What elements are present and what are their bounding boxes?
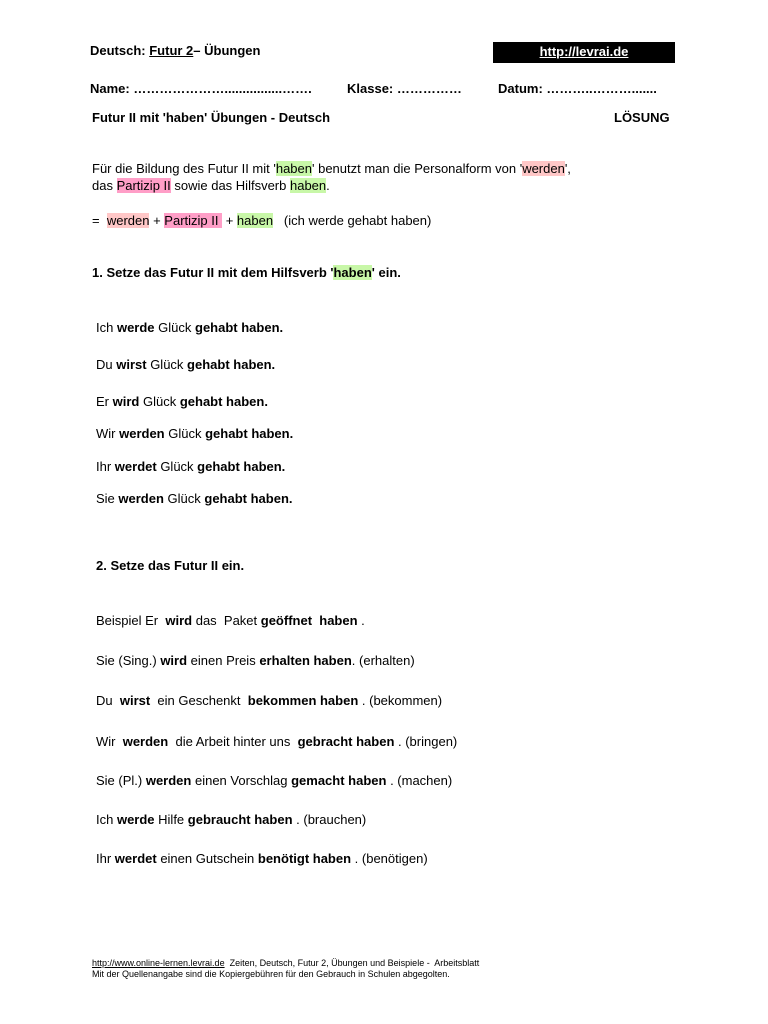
section-1-title: 1. Setze das Futur II mit dem Hilfsverb 'haben' ein. [92, 265, 401, 280]
answer-row: Ich werde Glück gehabt haben. [96, 320, 284, 335]
answer-row: Wir werden Glück gehabt haben. [96, 426, 294, 441]
section-2-title: 2. Setze das Futur II ein. [96, 558, 245, 573]
answer-row: Sie werden Glück gehabt haben. [96, 491, 293, 506]
footer-line-2: Mit der Quellenangabe sind die Kopiergebühren für den Gebrauch in Schulen abgegolten. [92, 969, 450, 979]
answer-row: Beispiel Er wird das Paket geöffnet haben . [96, 613, 365, 628]
answer-row: Du wirst Glück gehabt haben. [96, 357, 276, 372]
answer-row: Ich werde Hilfe gebraucht haben . (brauchen) [96, 812, 367, 827]
footer-link[interactable]: http://www.online-lernen.levrai.de [92, 958, 225, 968]
answer-row: Er wird Glück gehabt haben. [96, 394, 268, 409]
footer-line-1: http://www.online-lernen.levrai.de Zeiten, Deutsch, Futur 2, Übungen und Beispiele - Arbeitsblatt [92, 958, 480, 968]
intro-line-1: Für die Bildung des Futur II mit 'haben' benutzt man die Personalform von 'werden', [92, 161, 571, 176]
topic-label: Futur 2 [149, 43, 194, 58]
worksheet-subject: Deutsch: Futur 2– Übungen [90, 43, 261, 58]
answer-row: Wir werden die Arbeit hinter uns gebracht haben . (bringen) [96, 734, 458, 749]
datum-field: Datum: ………..………....... [498, 81, 657, 96]
answer-row: Sie (Pl.) werden einen Vorschlag gemacht haben . (machen) [96, 773, 453, 788]
answer-row: Ihr werdet Glück gehabt haben. [96, 459, 286, 474]
klasse-field: Klasse: …………… [347, 81, 462, 96]
name-field: Name: …………………................……. [90, 81, 312, 96]
solution-label: LÖSUNG [614, 110, 670, 125]
answer-row: Sie (Sing.) wird einen Preis erhalten haben. (erhalten) [96, 653, 415, 668]
levrai-link[interactable]: http://levrai.de [493, 42, 675, 63]
answer-row: Ihr werdet einen Gutschein benötigt haben . (benötigen) [96, 851, 428, 866]
intro-line-2: das Partizip II sowie das Hilfsverb haben. [92, 178, 330, 193]
answer-row: Du wirst ein Geschenkt bekommen haben . (bekommen) [96, 693, 443, 708]
formula: = werden + Partizip II + haben (ich werde gehabt haben) [92, 213, 432, 228]
page-title: Futur II mit 'haben' Übungen - Deutsch [92, 110, 331, 125]
